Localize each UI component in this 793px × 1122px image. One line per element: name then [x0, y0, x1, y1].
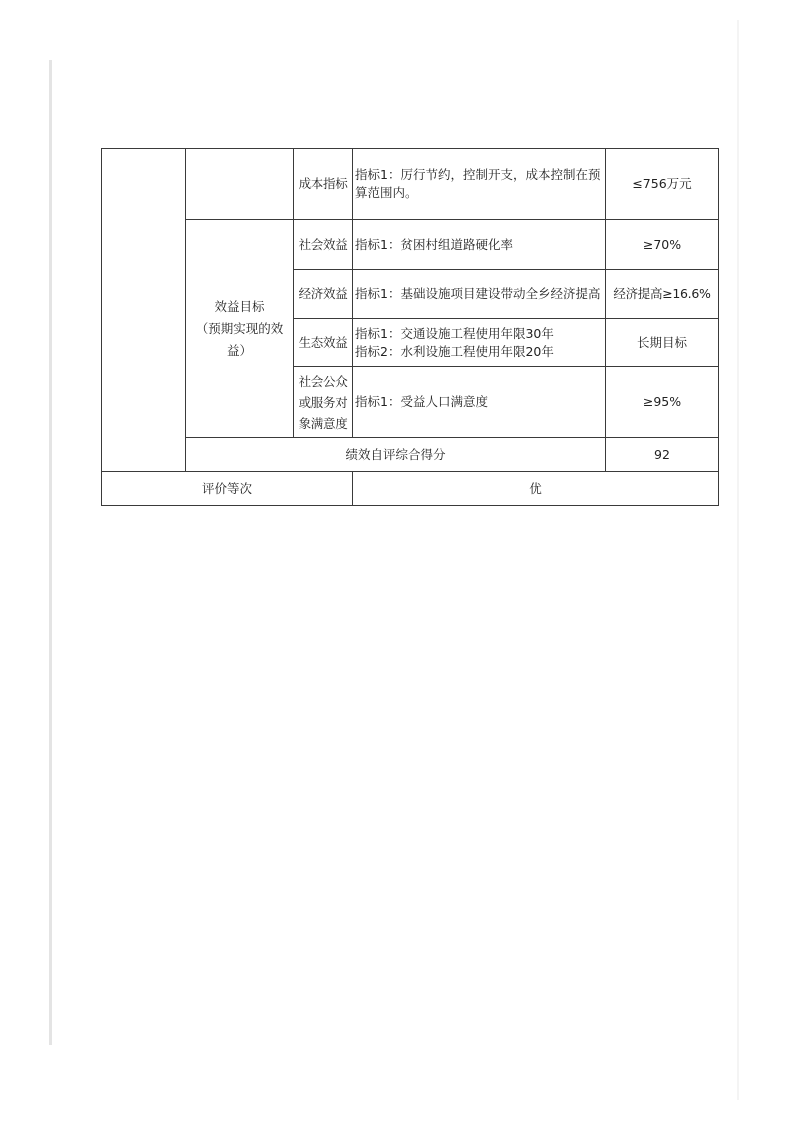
sub-category-satisfaction: 社会公众或服务对象满意度 — [294, 367, 353, 438]
outer-category-cell — [102, 149, 186, 472]
grade-value: 优 — [353, 472, 719, 506]
indicator-economic: 指标1：基础设施项目建设带动全乡经济提高 — [353, 270, 606, 319]
indicator-ecological: 指标1：交通设施工程使用年限30年 指标2：水利设施工程使用年限20年 — [353, 319, 606, 367]
indicator-cost: 指标1：厉行节约，控制开支，成本控制在预算范围内。 — [353, 149, 606, 220]
value-ecological: 长期目标 — [606, 319, 719, 367]
table-row — [102, 149, 719, 220]
benefit-target-label: 效益目标 （预期实现的效益） — [186, 220, 294, 438]
score-label: 绩效自评综合得分 — [186, 438, 606, 472]
indicator-satisfaction: 指标1：受益人口满意度 — [353, 367, 606, 438]
score-value: 92 — [606, 438, 719, 472]
performance-table — [101, 148, 719, 506]
value-economic: 经济提高≥16.6% — [606, 270, 719, 319]
table-row — [102, 472, 719, 506]
indicator-social: 指标1：贫困村组道路硬化率 — [353, 220, 606, 270]
table-row — [102, 438, 719, 472]
sub-category-ecological: 生态效益 — [294, 319, 353, 367]
grade-label: 评价等次 — [102, 472, 353, 506]
value-satisfaction: ≥95% — [606, 367, 719, 438]
value-cost: ≤756万元 — [606, 149, 719, 220]
table-row — [102, 220, 719, 270]
sub-category-social: 社会效益 — [294, 220, 353, 270]
scan-edge-right — [737, 20, 739, 1100]
sub-category-economic: 经济效益 — [294, 270, 353, 319]
scan-edge-left — [49, 60, 52, 1045]
value-social: ≥70% — [606, 220, 719, 270]
category-cell — [186, 149, 294, 220]
sub-category-cost: 成本指标 — [294, 149, 353, 220]
